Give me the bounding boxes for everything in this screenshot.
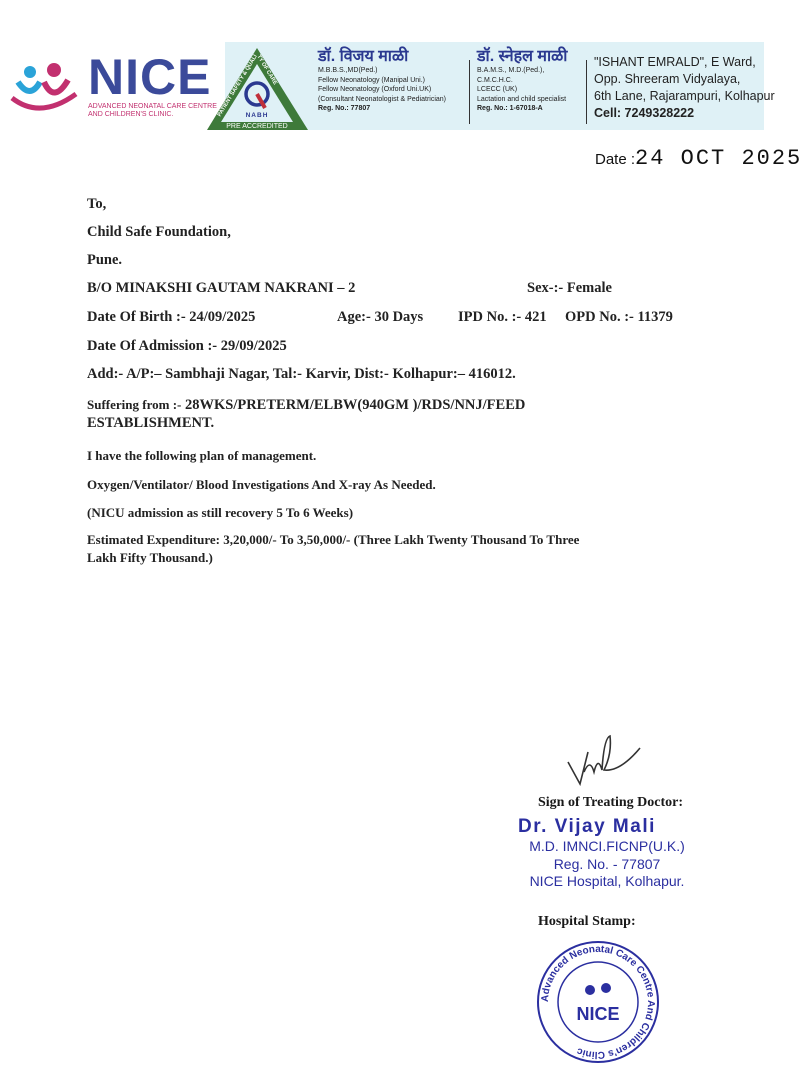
patient-sex: Sex-:- Female [527, 280, 612, 296]
opd-number: OPD No. :- 11379 [565, 309, 673, 325]
signature-label: Sign of Treating Doctor: [538, 795, 684, 810]
recipient: Child Safe Foundation, [87, 224, 231, 240]
nabh-bottom-text: PRE ACCREDITED [226, 123, 288, 130]
plan-items: Oxygen/Ventilator/ Blood Investigations And X-ray As Needed. [87, 477, 436, 492]
svg-text:Advanced Neonatal Care Centre: Advanced Neonatal Care Centre And Children's Clinic [539, 943, 657, 1061]
patient-name: B/O MINAKSHI GAUTAM NAKRANI – 2 [87, 280, 356, 296]
diagnosis: Suffering from :- 28WKS/PRETERM/ELBW(940GM )/RDS/NNJ/FEED ESTABLISHMENT. [87, 397, 526, 431]
nabh-center-text: NABH [245, 112, 269, 119]
plan-intro: I have the following plan of management. [87, 448, 317, 463]
doctor-reg: Reg. No. - 77807 [553, 856, 661, 872]
divider [469, 60, 470, 124]
patient-age: Age:- 30 Days [337, 309, 424, 325]
recipient-city: Pune. [87, 252, 123, 268]
svg-text:NICE: NICE [576, 1004, 620, 1024]
stamp-label: Hospital Stamp: [538, 914, 636, 929]
doctor-qualification: M.D. IMNCI.FICNP(U.K.) [529, 838, 685, 854]
nice-logo-icon [10, 60, 82, 120]
ipd-number: IPD No. :- 421 [458, 309, 547, 325]
doctor-name: Dr. Vijay Mali [518, 816, 656, 837]
logo-text: NICE [88, 49, 212, 105]
doctor2-block: डॉ. स्नेहल माळी B.A.M.S., M.D.(Ped.), C.M.C.H.C. LCECC (UK) Lactation and child specialist Reg. No.: 1-67018-A [477, 48, 568, 112]
signature-icon [560, 728, 650, 788]
hospital-address: "ISHANT EMRALD", E Ward, Opp. Shreeram Vidyalaya, 6th Lane, Rajarampuri, Kolhapur Cell: 7249328222 [594, 55, 775, 120]
salutation: To, [87, 196, 107, 212]
hospital-stamp-icon [536, 940, 660, 1064]
date-stamp: Date :24 OCT 2025 [595, 146, 802, 171]
divider [586, 60, 587, 124]
nabh-top-text: PATIENT SAFETY & QUALITY OF CARE [216, 53, 279, 118]
date-of-admission: Date Of Admission :- 29/09/2025 [87, 338, 287, 354]
estimated-expenditure: Estimated Expenditure: 3,20,000/- To 3,50,000/- (Three Lakh Twenty Thousand To Three Lakh Fifty Thousand.) [87, 532, 580, 565]
date-of-birth: Date Of Birth :- 24/09/2025 [87, 309, 256, 325]
doctor-hospital: NICE Hospital, Kolhapur. [529, 873, 685, 889]
nicu-note: (NICU admission as still recovery 5 To 6 Weeks) [87, 505, 354, 520]
logo-subtitle: ADVANCED NEONATAL CARE CENTRE AND CHILDREN'S CLINIC. [88, 103, 217, 118]
doctor1-block: डॉ. विजय माळी M.B.B.S.,MD(Ped.) Fellow Neonatology (Manipal Uni.) Fellow Neonatology (Oxford Uni.UK) (Consultant Neonatologist & Pediatrician) Reg. No.: 77807 [318, 48, 447, 112]
patient-address: Add:- A/P:– Sambhaji Nagar, Tal:- Karvir, Dist:- Kolhapur:– 416012. [87, 366, 516, 382]
nabh-badge-icon [205, 46, 310, 132]
